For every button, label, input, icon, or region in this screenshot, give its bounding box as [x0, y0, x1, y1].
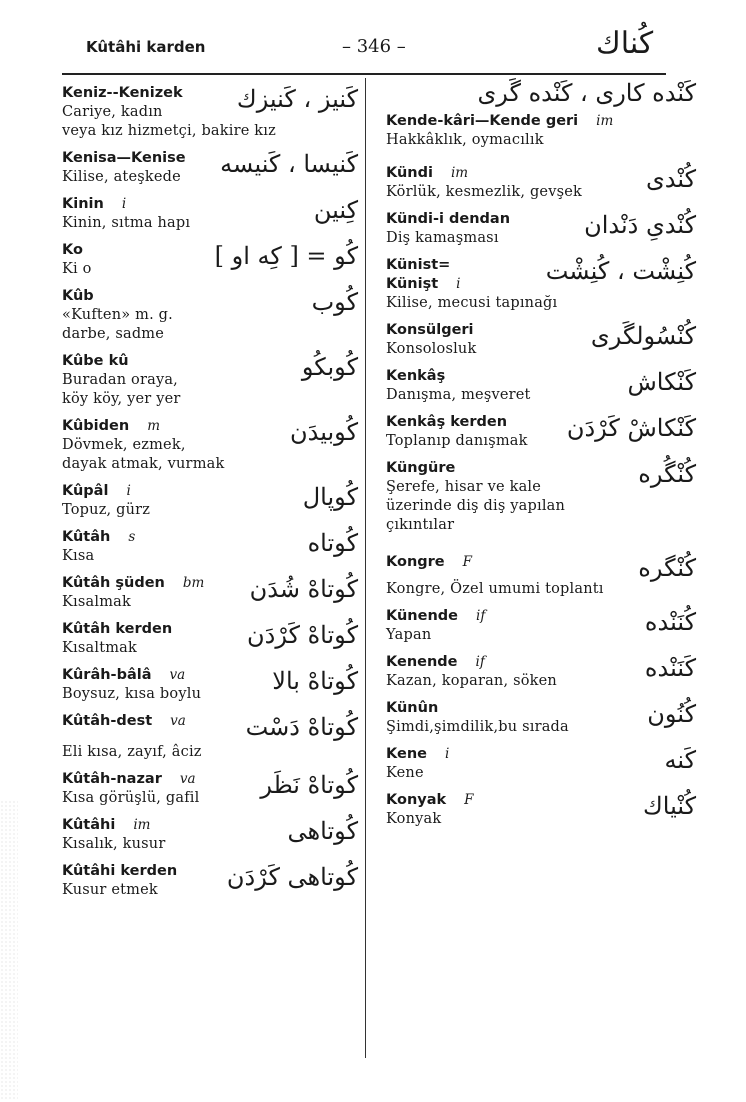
headword-text: Kûbe kû — [62, 353, 129, 369]
headword-text: Kûtâhi — [62, 817, 116, 833]
entry-headword — [386, 745, 676, 764]
headword-text: Kûtâh — [62, 529, 111, 545]
entry-headword — [386, 653, 676, 672]
entry-definition: Toplanıp danışmak — [386, 433, 528, 449]
entry-definition: Kısa — [62, 548, 95, 564]
headword-text: Kene — [386, 746, 427, 762]
entry-definition: Şerefe, hisar ve kale — [386, 479, 542, 495]
headword-text: Kûtâh-dest — [62, 713, 153, 729]
dictionary-entry — [62, 666, 358, 704]
arabic-script-word: کُوتاه — [307, 529, 358, 557]
arabic-script-word: کَنیسا ، کَنیسه — [220, 150, 358, 178]
grammar-tag: im — [450, 165, 469, 181]
dictionary-entry — [62, 482, 358, 520]
dictionary-entry — [386, 745, 696, 783]
headword-text: Konsülgeri — [386, 322, 474, 338]
headword-text: Künende — [386, 608, 458, 624]
headword-text: Kûtâh şüden — [62, 575, 165, 591]
arabic-script-word: کُنُون — [647, 700, 696, 728]
page-edge-noise — [0, 800, 18, 1100]
arabic-script-word: کَنْده کاری ، کَنْده گَری — [477, 79, 696, 107]
entry-headword — [62, 195, 352, 214]
arabic-script-word: کُنْگُره — [638, 460, 696, 488]
grammar-tag: va — [169, 667, 186, 683]
arabic-script-word: کُوتاهْ بالا — [272, 667, 358, 695]
dictionary-entry — [62, 712, 358, 762]
arabic-script-word: کُنْسُولگَری — [590, 322, 696, 350]
headword-text: Kûbiden — [62, 418, 130, 434]
arabic-script-word: کُوبکُو — [301, 353, 358, 381]
entry-definition: Konsolosluk — [386, 341, 477, 357]
grammar-tag: m — [147, 418, 161, 434]
entry-definition: Yapan — [386, 627, 432, 643]
dictionary-entry — [62, 770, 358, 808]
dictionary-entry — [386, 553, 696, 599]
entry-definition: dayak atmak, vurmak — [62, 456, 225, 472]
dictionary-entry — [62, 241, 358, 279]
arabic-script-word: کُوپال — [302, 483, 358, 511]
entry-definition: Konyak — [386, 811, 442, 827]
header-rule — [62, 73, 666, 75]
grammar-tag: i — [126, 483, 131, 499]
dictionary-entry — [386, 164, 696, 202]
grammar-tag: F — [464, 792, 474, 808]
dictionary-entry — [62, 574, 358, 612]
dictionary-entry — [62, 862, 358, 900]
entry-definition: Topuz, gürz — [62, 502, 151, 518]
dictionary-entry — [62, 528, 358, 566]
headword-text: Keniz--Kenizek — [62, 85, 183, 101]
headword-text: Kûtâh-nazar — [62, 771, 162, 787]
arabic-script-word: کُوتاهْ شُدَن — [249, 575, 358, 603]
entry-definition: «Kuften» m. g. — [62, 307, 173, 323]
grammar-tag: i — [456, 276, 461, 292]
entry-definition: Kongre, Özel umumi toplantı — [386, 581, 604, 597]
entry-headword — [386, 164, 676, 183]
grammar-tag: i — [444, 746, 450, 762]
dictionary-entry — [62, 84, 358, 141]
entry-definition: Körlük, kesmezlik, gevşek — [386, 184, 583, 200]
arabic-script-word: کُوتاهْ دَسْت — [245, 713, 358, 741]
headword-text: Kenisa—Kenise — [62, 150, 186, 166]
headword-text: Konyak — [386, 792, 447, 808]
dictionary-entry — [386, 210, 696, 248]
headword-text: Küngüre — [386, 460, 456, 476]
grammar-tag: im — [596, 113, 614, 129]
arabic-script-word: کُوتاهْ نَظَر — [260, 771, 358, 799]
entry-definition: Kısa görüşlü, gafil — [62, 790, 200, 806]
dictionary-entry — [386, 653, 696, 691]
headword-text: Kende-kâri—Kende geri — [386, 113, 579, 129]
grammar-tag: i — [121, 196, 127, 212]
entry-definition: Kinin, sıtma hapı — [62, 215, 191, 231]
arabic-script-word: کِنین — [313, 196, 358, 224]
running-head-left: Kûtâhi karden — [86, 38, 206, 56]
entry-definition: Kısalmak — [62, 594, 131, 610]
entry-headword — [386, 699, 676, 718]
grammar-tag: va — [179, 771, 196, 787]
headword-text: Künist= — [386, 257, 451, 273]
headword-text: Kongre — [386, 554, 445, 570]
entry-headword — [386, 275, 676, 294]
entry-headword — [62, 287, 352, 306]
entry-headword — [386, 459, 676, 478]
headword-text: Ko — [62, 242, 83, 258]
entry-definition: Dövmek, ezmek, — [62, 437, 186, 453]
arabic-script-word: کَنْکاش — [627, 368, 696, 396]
arabic-script-word: کُنْدی — [645, 165, 696, 193]
dictionary-entry — [386, 321, 696, 359]
entry-definition: Şimdi,şimdilik,bu sırada — [386, 719, 569, 735]
arabic-script-word: کَنْکاشْ کَرْدَن — [566, 414, 696, 442]
arabic-script-word: کَنَنْده — [644, 654, 696, 682]
dictionary-entry — [62, 287, 358, 344]
entry-definition: Cariye, kadın — [62, 104, 163, 120]
arabic-script-word: کُنْدیِ دَنْدان — [584, 211, 696, 239]
headword-text: Kûtâh kerden — [62, 621, 173, 637]
headword-text: Kenkâş kerden — [386, 414, 508, 430]
dictionary-entry — [62, 620, 358, 658]
headword-text: Kûpâl — [62, 483, 109, 499]
page-number: – 346 – — [342, 36, 406, 57]
headword-text: Künişt — [386, 276, 439, 292]
dictionary-entry — [386, 699, 696, 737]
headword-text: Künûn — [386, 700, 439, 716]
entry-definition: Danışma, meşveret — [386, 387, 531, 403]
grammar-tag: if — [475, 654, 485, 670]
grammar-tag: bm — [182, 575, 205, 591]
entry-definition: üzerinde diş diş yapılan — [386, 498, 566, 514]
entry-definition: Buradan oraya, — [62, 372, 178, 388]
arabic-script-word: کُنْیاك — [642, 792, 696, 820]
dictionary-entry — [62, 417, 358, 474]
arabic-script-word: کُوتاهی کَرْدَن — [226, 863, 358, 891]
grammar-tag: s — [128, 529, 136, 545]
entry-definition: Ki o — [62, 261, 92, 277]
grammar-tag: im — [133, 817, 151, 833]
arabic-script-word: کُوتاهْ کَرْدَن — [247, 621, 358, 649]
entry-definition: Boysuz, kısa boylu — [62, 686, 202, 702]
dictionary-entry — [386, 459, 696, 535]
dictionary-entry — [386, 275, 676, 313]
entry-headword — [386, 553, 676, 572]
headword-text: Kenende — [386, 654, 458, 670]
entry-definition: Kısalık, kusur — [62, 836, 166, 852]
arabic-script-word: کُوبیدَن — [290, 418, 358, 446]
headword-text: Kinin — [62, 196, 104, 212]
entry-definition: Kilise, ateşkede — [62, 169, 181, 185]
dictionary-entry — [62, 149, 358, 187]
entry-headword — [386, 112, 676, 131]
headword-text: Kenkâş — [386, 368, 446, 384]
entry-definition: Kilise, mecusi tapınağı — [386, 295, 558, 311]
entry-definition: Kene — [386, 765, 424, 781]
dictionary-entry — [386, 367, 696, 405]
headword-text: Kûtâhi kerden — [62, 863, 178, 879]
entry-definition: Kusur etmek — [62, 882, 158, 898]
arabic-script-word: کُنْگره — [638, 554, 696, 582]
arabic-script-word: کُو = [ کِه او ] — [214, 242, 358, 270]
grammar-tag: va — [170, 713, 186, 729]
dictionary-entry — [62, 352, 358, 409]
entry-definition: Hakkâklık, oymacılık — [386, 132, 544, 148]
column-divider — [365, 78, 366, 1058]
dictionary-entry — [62, 816, 358, 854]
arabic-script-word: کَنیز ، کَنیزك — [236, 85, 358, 113]
headword-text: Kündi — [386, 165, 433, 181]
dictionary-entry — [386, 78, 696, 150]
entry-definition: çıkıntılar — [386, 517, 455, 533]
arabic-script-word: کُنِشْت ، کُنِشْت — [545, 257, 696, 285]
dictionary-entry — [386, 791, 696, 829]
entry-definition: köy köy, yer yer — [62, 391, 181, 407]
entry-definition: veya kız hizmetçi, bakire kız — [62, 123, 276, 139]
entry-definition: Kısaltmak — [62, 640, 138, 656]
dictionary-entry — [386, 607, 696, 645]
dictionary-entry — [62, 195, 358, 233]
arabic-script-word: کُنَنْده — [644, 608, 696, 636]
headword-text: Kûb — [62, 288, 94, 304]
headword-text: Kûrâh-bâlâ — [62, 667, 152, 683]
dictionary-entry — [386, 413, 696, 451]
grammar-tag: if — [476, 608, 486, 624]
arabic-script-word: کُوب — [311, 288, 358, 316]
entry-definition: Eli kısa, zayıf, âciz — [62, 744, 202, 760]
entry-definition: Diş kamaşması — [386, 230, 499, 246]
entry-definition: darbe, sadme — [62, 326, 165, 342]
headword-text: Kündi-i dendan — [386, 211, 511, 227]
right-column — [386, 78, 696, 837]
grammar-tag: F — [462, 554, 473, 570]
entry-headword — [386, 607, 676, 626]
entry-definition: Kazan, koparan, söken — [386, 673, 557, 689]
running-head-right: کُناك — [596, 26, 654, 61]
left-column — [62, 84, 358, 908]
arabic-script-word: کَنه — [664, 746, 696, 774]
arabic-script-word: کُوتاهی — [287, 817, 358, 845]
entry-headword — [386, 791, 676, 810]
